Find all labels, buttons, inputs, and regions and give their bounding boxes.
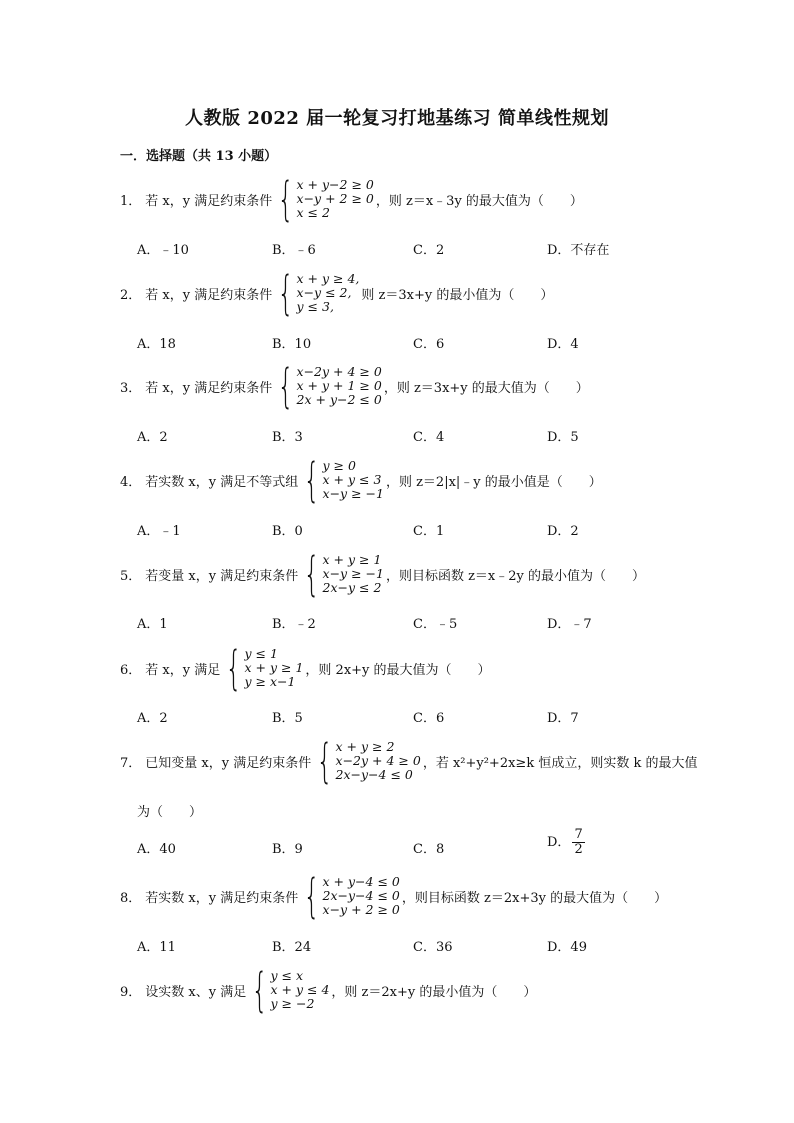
question-stem: 已知变量 x，y 满足约束条件 — [145, 755, 312, 771]
left-brace-icon: { — [303, 869, 320, 923]
constraint: x−y ≥ −1 — [322, 566, 384, 581]
option-c: C．6 — [413, 337, 445, 352]
constraint: x + y−2 ≥ 0 — [296, 177, 374, 192]
option-c: C．1 — [413, 524, 445, 539]
left-brace-icon: { — [225, 641, 242, 695]
constraint-system — [248, 963, 330, 1017]
option-b: B．0 — [272, 524, 303, 539]
option-b: B．10 — [272, 337, 312, 352]
question-4 — [120, 453, 680, 507]
constraint: y ≥ x−1 — [244, 674, 296, 689]
constraint: y ≤ x — [270, 968, 304, 983]
question-9 — [120, 963, 680, 1017]
option-c: C．2 — [413, 243, 445, 258]
options-row — [137, 520, 697, 538]
options-row — [137, 239, 697, 257]
question-tail: 则 z＝3x+y 的最小值为（ ） — [361, 287, 554, 303]
constraint: x + y ≥ 1 — [322, 552, 382, 567]
left-brace-icon: { — [277, 359, 294, 413]
question-tail: ，则目标函数 z＝2x+3y 的最大值为（ ） — [401, 890, 668, 906]
options-row — [137, 333, 697, 351]
question-number: 9． — [120, 984, 142, 1000]
question-tail: ，则目标函数 z＝x﹣2y 的最小值为（ ） — [385, 568, 646, 584]
constraint: x−y ≥ −1 — [322, 486, 384, 501]
constraint: x + y−4 ≤ 0 — [322, 874, 400, 889]
constraint: x + y ≥ 4, — [296, 271, 360, 286]
fraction — [572, 828, 584, 857]
constraint: x + y + 1 ≥ 0 — [296, 378, 382, 393]
option-a: A．2 — [137, 430, 168, 445]
left-brace-icon: { — [277, 172, 294, 226]
constraint: x−2y + 4 ≥ 0 — [335, 753, 421, 768]
option-d: D．﹣7 — [547, 617, 592, 632]
question-number: 6． — [120, 662, 142, 678]
constraint: x−y + 2 ≥ 0 — [322, 902, 400, 917]
constraint: x−y + 2 ≥ 0 — [296, 191, 374, 206]
option-c: C．6 — [413, 711, 445, 726]
option-a: A．18 — [137, 337, 176, 352]
option-d: D．49 — [547, 940, 587, 955]
constraint-system — [222, 641, 304, 695]
options-row — [137, 426, 697, 444]
constraint: x + y ≥ 1 — [244, 660, 304, 675]
left-brace-icon: { — [316, 734, 333, 788]
question-number: 8． — [120, 890, 142, 906]
option-a: A．40 — [137, 842, 176, 857]
constraint-system — [274, 172, 374, 226]
option-b: B．﹣6 — [272, 243, 316, 258]
question-number: 7． — [120, 755, 142, 771]
question-number: 1． — [120, 193, 142, 209]
constraint-system — [274, 359, 382, 413]
question-stem: 若实数 x，y 满足约束条件 — [145, 890, 299, 906]
constraint-system — [300, 453, 384, 507]
options-row — [137, 707, 697, 725]
option-c: C．﹣5 — [413, 617, 458, 632]
constraint: 2x−y ≤ 2 — [322, 580, 382, 595]
option-c: C．36 — [413, 940, 453, 955]
question-2 — [120, 266, 680, 320]
question-stem: 若 x，y 满足约束条件 — [145, 380, 273, 396]
option-b: B．24 — [272, 940, 312, 955]
question-8 — [120, 869, 680, 923]
option-d: D．不存在 — [547, 243, 610, 258]
option-b: B．﹣2 — [272, 617, 316, 632]
question-stem: 若 x，y 满足约束条件 — [145, 193, 273, 209]
option-d: D． $\frac{7}{2}$ — [547, 827, 583, 857]
option-b: B．5 — [272, 711, 303, 726]
question-number: 4． — [120, 474, 142, 490]
option-b: B．9 — [272, 842, 303, 857]
page-title: 人教版 2022 届一轮复习打地基练习 简单线性规划 — [185, 108, 609, 129]
constraint: x−y ≤ 2, — [296, 285, 352, 300]
constraint: x + y ≥ 2 — [335, 739, 395, 754]
constraint: x + y ≤ 4 — [270, 982, 330, 997]
constraint: y ≥ 0 — [322, 458, 356, 473]
option-c: C．4 — [413, 430, 445, 445]
question-1 — [120, 172, 680, 226]
left-brace-icon: { — [277, 266, 294, 320]
question-5 — [120, 547, 680, 601]
constraint: 2x−y−4 ≤ 0 — [322, 888, 400, 903]
option-d: D．2 — [547, 524, 579, 539]
question-6 — [120, 641, 680, 695]
option-a: A．﹣10 — [137, 243, 189, 258]
question-stem: 设实数 x、y 满足 — [145, 984, 247, 1000]
option-a: A．2 — [137, 711, 168, 726]
constraint: x−2y + 4 ≥ 0 — [296, 364, 382, 379]
question-number: 2． — [120, 287, 142, 303]
constraint-system — [274, 266, 360, 320]
question-stem: 若 x，y 满足 — [145, 662, 221, 678]
question-3 — [120, 359, 680, 413]
question-tail: ，则 z＝3x+y 的最大值为（ ） — [383, 380, 589, 396]
option-a: A．11 — [137, 940, 176, 955]
option-c: C．8 — [413, 842, 445, 857]
question-stem: 若变量 x，y 满足约束条件 — [145, 568, 299, 584]
constraint: y ≥ −2 — [270, 996, 315, 1011]
options-row — [137, 936, 697, 954]
constraint: y ≤ 3, — [296, 299, 334, 314]
options-row — [137, 827, 697, 857]
question-7 — [120, 734, 698, 788]
question-stem: 若 x，y 满足约束条件 — [145, 287, 273, 303]
question-tail: ，则 z＝2x+y 的最小值为（ ） — [331, 984, 537, 1000]
constraint: 2x + y−2 ≤ 0 — [296, 392, 382, 407]
option-d: D．4 — [547, 337, 579, 352]
question-tail: ，则 z＝2|x|﹣y 的最小值是（ ） — [385, 474, 602, 490]
question-tail: ，则 z＝x﹣3y 的最大值为（ ） — [375, 193, 583, 209]
question-stem: 若实数 x，y 满足不等式组 — [145, 474, 299, 490]
option-a: A．1 — [137, 617, 168, 632]
left-brace-icon: { — [251, 963, 268, 1017]
option-b: B．3 — [272, 430, 303, 445]
question-tail: ，若 x²+y²+2x≥k 恒成立，则实数 k 的最大值 — [422, 755, 698, 771]
constraint: 2x−y−4 ≤ 0 — [335, 767, 413, 782]
constraint: y ≤ 1 — [244, 646, 278, 661]
option-d: D．5 — [547, 430, 579, 445]
fraction-denominator: 2 — [574, 842, 583, 857]
question-number: 3． — [120, 380, 142, 396]
option-a: A．﹣1 — [137, 524, 181, 539]
option-d: D．7 — [547, 711, 579, 726]
constraint-system — [300, 547, 384, 601]
constraint-system — [300, 869, 400, 923]
left-brace-icon: { — [303, 453, 320, 507]
constraint: x + y ≤ 3 — [322, 472, 382, 487]
constraint: x ≤ 2 — [296, 205, 330, 220]
question-tail: ，则 2x+y 的最大值为（ ） — [305, 662, 491, 678]
options-row — [137, 613, 697, 631]
question-number: 5． — [120, 568, 142, 584]
left-brace-icon: { — [303, 547, 320, 601]
fraction-numerator: 7 — [574, 827, 583, 842]
constraint-system — [313, 734, 421, 788]
question-continuation: 为（ ） — [137, 805, 203, 820]
section-heading: 一．选择题（共 13 小题） — [120, 149, 278, 164]
